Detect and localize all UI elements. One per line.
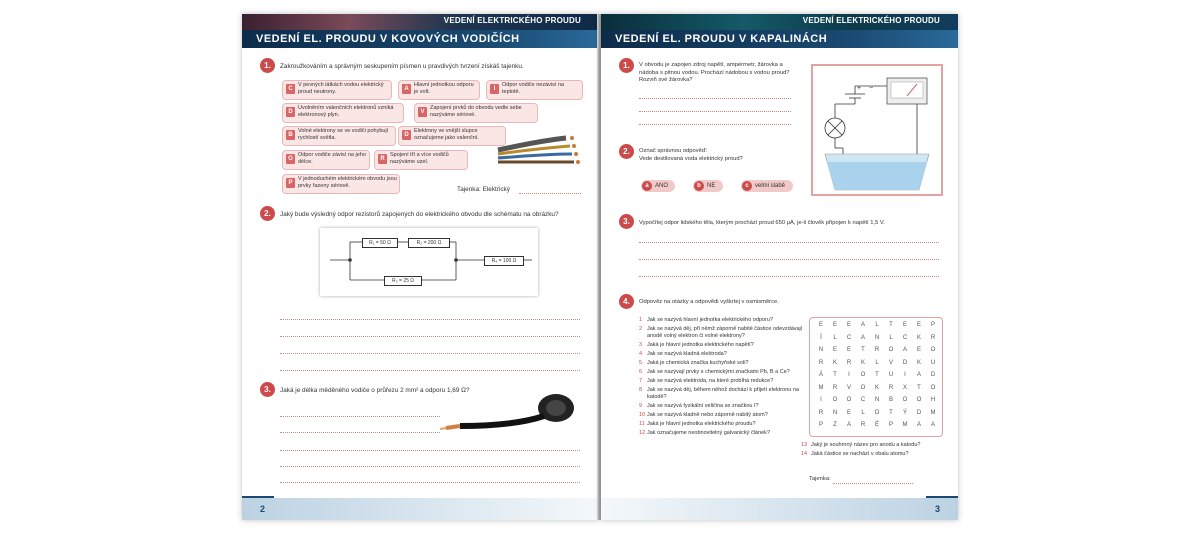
footer-accent (242, 496, 274, 498)
word-search-letter[interactable]: X (902, 384, 907, 391)
word-search-letter[interactable]: R (888, 384, 894, 391)
item-text: Jaká je hlavní jednotka elektrického proudu? (647, 421, 756, 427)
word-search-letter[interactable]: O (846, 397, 852, 403)
word-search-letter[interactable]: R (930, 334, 936, 341)
svg-text:+: + (857, 85, 862, 92)
word-search-letter[interactable]: R (818, 359, 824, 366)
word-search-letter[interactable]: A (860, 334, 865, 341)
question-text: Jaká je délka měděného vodiče o průřezu 2 mm² a odporu 1,69 Ω? (280, 387, 470, 394)
word-search-letter[interactable]: E (916, 347, 921, 353)
statement-card[interactable] (486, 80, 583, 100)
question-text: Označ správnou odpověď: (639, 148, 708, 154)
item-number: 6 (639, 369, 643, 375)
word-search-letter[interactable]: O (832, 397, 838, 403)
item-number: 3 (639, 342, 643, 348)
item-text: Jaká je chemická značka kuchyňské soli? (647, 360, 749, 366)
running-head: VEDENÍ ELEKTRICKÉHO PROUDU (443, 16, 581, 25)
word-search-letter[interactable]: E (902, 322, 907, 328)
item-text: Jaký je souhrnný název pro anodu a katodu? (811, 442, 921, 448)
word-search-letter[interactable]: R (818, 409, 824, 416)
word-search-letter[interactable]: L (889, 334, 893, 341)
answer-line[interactable] (280, 353, 580, 354)
word-search-letter[interactable]: L (861, 409, 865, 416)
word-search-letter[interactable]: L (875, 322, 879, 328)
item-number: 8 (639, 387, 643, 393)
card-letter: B (286, 130, 295, 140)
card-letter: P (286, 178, 295, 188)
card-text: Odpor vodiče závisí na jeho délce. (298, 152, 366, 165)
word-search-letter[interactable]: D (930, 372, 936, 378)
item-text: Jak se nazývá děj, při němž záporně nabité částice odevzdávají anodě volný elektron či volné elektrony? (647, 326, 803, 339)
answer-line[interactable] (639, 124, 791, 125)
card-letter: O (286, 154, 295, 164)
word-search-letter[interactable]: E (832, 347, 837, 353)
statement-card[interactable] (282, 174, 400, 194)
card-letter: D (286, 107, 295, 117)
word-search-letter[interactable]: I (904, 372, 906, 378)
left-page (242, 14, 599, 520)
word-search-letter[interactable]: N (818, 347, 824, 353)
answer-line[interactable] (280, 370, 580, 371)
statement-card[interactable] (282, 80, 392, 100)
word-search-letter[interactable]: D (902, 359, 908, 366)
word-search-letter[interactable]: D (916, 409, 922, 416)
water-circuit-figure (811, 64, 943, 196)
word-search-letter[interactable]: A (930, 422, 935, 428)
word-search-letter[interactable]: O (902, 397, 908, 403)
word-search-letter[interactable]: T (875, 372, 879, 378)
question-number: 1. (260, 58, 275, 73)
word-search-letter[interactable]: L (875, 359, 879, 366)
item-text: Jak se nazývá fyzikální veličina se značkou I? (647, 403, 759, 409)
word-search-letter[interactable]: T (889, 409, 893, 416)
word-search-letter[interactable]: N (832, 409, 838, 416)
item-text: Jaká částice se nachází v obalu atomu? (811, 451, 909, 457)
card-letter: C (286, 84, 295, 94)
resistor-r4: R₄ = 100 Ω (484, 256, 524, 266)
statement-card[interactable] (282, 150, 370, 170)
item-number: 9 (639, 403, 643, 409)
question-number: 3. (260, 382, 275, 397)
water-circuit-drawing (813, 66, 941, 194)
circuit-diagram (320, 228, 538, 296)
word-search-letter[interactable]: T (917, 384, 921, 391)
item-text: Jak se nazývají prvky s chemickými značkami Pb, B a Ce? (647, 369, 790, 375)
option-label: velmi slabě (755, 183, 786, 189)
list-item (639, 351, 803, 358)
statement-card[interactable] (398, 126, 506, 146)
option-label: NE (707, 183, 716, 189)
answer-line[interactable] (639, 98, 791, 99)
list-item (801, 442, 951, 449)
question-text: V obvodu je zapojen zdroj napětí, ampérmetr, žárovka a nádoba s pitnou vodou. Prochází nádobou s vodou proud? Rozviň své žárovka? (639, 62, 790, 83)
answer-line[interactable] (280, 319, 580, 320)
card-letter: D (402, 130, 411, 140)
card-letter: R (378, 154, 387, 164)
list-item (639, 403, 803, 410)
word-search-letter[interactable]: A (902, 347, 907, 353)
answer-line[interactable] (280, 482, 580, 483)
word-search-letter[interactable]: T (833, 372, 837, 378)
word-search-letter[interactable]: C (846, 334, 852, 341)
page-number: 3 (934, 504, 940, 514)
copper-wire-illustration (440, 390, 580, 440)
item-number: 11 (639, 421, 645, 427)
item-text: Jak se nazývá děj, během něhož dochází k přijetí elektronu na katodě? (647, 387, 799, 400)
word-search-letter[interactable]: U (888, 372, 894, 378)
right-page (601, 14, 958, 520)
item-text: Jak se nazývá kladně nebo záporně nabitý atom? (647, 412, 768, 418)
answer-line[interactable] (280, 466, 580, 467)
word-search-letter[interactable]: K (916, 359, 921, 366)
statement-card[interactable] (414, 103, 538, 123)
answer-line[interactable] (519, 193, 581, 194)
question-text: Odpověz na otázky a odpovědi vyškrtej v osmisměrce. (639, 299, 779, 305)
card-letter: A (402, 84, 411, 94)
word-search-letter[interactable]: I (820, 397, 822, 403)
word-search-letter[interactable]: K (874, 384, 879, 391)
question-number: 1. (619, 58, 634, 73)
item-text: Jak se nazývá kladná elektroda? (647, 351, 727, 357)
word-search-letter[interactable]: É (874, 422, 879, 428)
list-item (639, 369, 803, 376)
word-search-letter[interactable]: I (848, 372, 850, 378)
word-search-letter[interactable]: L (833, 334, 837, 341)
list-item (639, 317, 803, 324)
answer-label: Tajenka: (809, 476, 831, 482)
option-label: ANO (655, 183, 669, 189)
answer-line[interactable] (280, 416, 440, 417)
word-search-letter[interactable]: E (916, 322, 921, 328)
list-item (639, 326, 803, 340)
word-search-letter[interactable]: C (902, 334, 908, 341)
item-number: 14 (801, 451, 808, 457)
item-number: 2 (639, 326, 643, 332)
word-search-letter[interactable]: K (860, 359, 865, 366)
item-number: 12 (639, 430, 646, 436)
answer-line[interactable] (639, 111, 791, 112)
chapter-title-bar (601, 30, 958, 48)
question-number: 4. (619, 294, 634, 309)
word-search-letter[interactable]: R (832, 384, 838, 391)
word-search-letter[interactable]: K (832, 359, 837, 366)
word-search-letter[interactable]: M (930, 409, 936, 416)
word-search-letter[interactable]: A (916, 422, 921, 428)
word-search-letter[interactable]: O (930, 384, 936, 391)
option-c[interactable] (741, 180, 793, 192)
item-number: 10 (639, 412, 646, 418)
item-text: Jak označujeme neobnovitelný galvanický článek? (647, 430, 770, 436)
item-number: 13 (801, 442, 808, 448)
statement-card[interactable] (282, 103, 404, 123)
chapter-title-bar (242, 30, 599, 48)
word-search-letter[interactable]: O (874, 409, 880, 416)
answer-label: Tajenka: Elektrický (457, 186, 510, 193)
option-a[interactable] (641, 180, 675, 192)
cable-illustration (496, 130, 586, 170)
answer-line[interactable] (833, 483, 913, 484)
list-item (639, 412, 803, 419)
list-item (639, 360, 803, 367)
word-search-letter[interactable]: M (902, 422, 908, 428)
card-letter: V (418, 107, 427, 117)
footer-bar (242, 498, 599, 520)
word-search-grid (809, 317, 943, 437)
word-search-letter[interactable]: B (888, 397, 893, 403)
option-letter: b (694, 181, 704, 191)
card-text: Volné elektrony se ve vodiči pohybují rychlostí světla. (298, 128, 389, 141)
word-search-letter[interactable]: V (888, 359, 893, 366)
option-letter: c (742, 181, 752, 191)
resistor-r1: R₁ = 50 Ω (362, 238, 398, 248)
list-item (639, 342, 803, 349)
item-text: Jak se nazývá elektroda, na které probíhá redukce? (647, 378, 774, 384)
statement-card[interactable] (398, 80, 480, 100)
footer-bar (601, 498, 958, 520)
word-search-letter[interactable]: E (846, 322, 851, 328)
word-search-letter[interactable]: O (916, 397, 922, 403)
chapter-title: VEDENÍ EL. PROUDU V KOVOVÝCH VODIČÍCH (256, 33, 520, 45)
svg-text:−: − (869, 85, 874, 92)
extra-question-list (801, 442, 951, 460)
answer-line[interactable] (280, 336, 580, 337)
question-number: 3. (619, 214, 634, 229)
resistor-r3: R₃ = 25 Ω (384, 276, 422, 286)
word-search-letter[interactable]: Á (818, 372, 823, 378)
word-search-letter[interactable]: O (860, 372, 866, 378)
answer-line[interactable] (280, 432, 440, 433)
question-list (639, 317, 803, 439)
list-item (639, 421, 803, 428)
statement-card[interactable] (282, 126, 396, 146)
word-search-letter[interactable]: V (846, 384, 851, 391)
word-search-letter[interactable]: E (818, 322, 823, 328)
item-text: Jak se nazývá hlavní jednotka elektrického odporu? (647, 317, 773, 323)
page-number: 2 (260, 504, 266, 514)
list-item (639, 430, 803, 437)
card-text: Spojení tří a více vodičů nazýváme uzel. (390, 152, 449, 165)
word-search-letter[interactable]: P (888, 422, 893, 428)
statement-card[interactable] (374, 150, 468, 170)
item-number: 4 (639, 351, 643, 357)
word-search-letter[interactable]: T (861, 347, 865, 353)
word-search-letter[interactable]: O (888, 347, 894, 353)
question-text: Vypočítej odpor lidského těla, kterým prochází proud 650 μA, je-li člověk připojen k napětí 1,5 V. (639, 220, 885, 226)
word-search-letter[interactable]: R (846, 359, 852, 366)
word-search-letter[interactable]: A (846, 422, 851, 428)
word-search-letter[interactable]: O (930, 347, 936, 353)
word-search-letter[interactable]: U (930, 359, 936, 366)
option-letter: a (642, 181, 652, 191)
word-search-letter[interactable]: E (832, 322, 837, 328)
card-text: V jednoduchém elektrickém obvodu jsou prvky řazeny sériově. (298, 176, 397, 189)
answer-line[interactable] (639, 276, 939, 277)
card-text: Odpor vodiče nezávisí na teplotě. (502, 82, 565, 95)
chapter-title: VEDENÍ EL. PROUDU V KAPALINÁCH (615, 33, 828, 45)
word-search-letter[interactable]: Z (833, 422, 837, 428)
question-text: Zakroužkováním a správným seskupením písmen u pravdivých tvrzení získáš tajenku. (280, 63, 524, 70)
running-head: VEDENÍ ELEKTRICKÉHO PROUDU (802, 16, 940, 25)
card-text: Hlavní jednotkou odporu je volt. (414, 82, 474, 95)
item-number: 1 (639, 317, 643, 323)
card-letter: I (490, 84, 499, 94)
question-text: Vede destilovaná voda elektrický proud? (639, 156, 743, 162)
card-text: Uvolněním valenčních elektronů vzniká elektronový plyn. (298, 105, 394, 118)
item-text: Jaká je hlavní jednotka elektrického napětí? (647, 342, 754, 348)
question-text: Jaký bude výsledný odpor rezistorů zapojených do elektrického obvodu dle schématu na obrázku? (280, 211, 559, 218)
list-item (639, 387, 803, 401)
word-search-letter[interactable]: K (916, 334, 921, 341)
card-text: Elektrony ve vnější slupce označujeme jako valenční. (414, 128, 479, 141)
card-text: Zapojení prvků do obvodu vedle sebe nazýváme sériové. (430, 105, 522, 118)
word-search-letter[interactable]: P (930, 322, 935, 328)
word-search-letter[interactable]: A (860, 322, 865, 328)
word-search-letter[interactable]: M (818, 384, 824, 391)
word-search-letter[interactable]: Ý (902, 409, 907, 416)
answer-line[interactable] (639, 259, 939, 260)
word-search-letter[interactable]: E (846, 409, 851, 416)
word-search-letter[interactable]: C (860, 397, 866, 403)
word-search-letter[interactable]: P (818, 422, 823, 428)
answer-line[interactable] (639, 242, 939, 243)
word-search-letter[interactable]: O (860, 384, 866, 391)
question-number: 2. (619, 144, 634, 159)
word-search-letter[interactable]: A (916, 372, 921, 378)
item-number: 5 (639, 360, 643, 366)
footer-accent (926, 496, 958, 498)
resistor-r2: R₂ = 200 Ω (408, 238, 450, 248)
list-item (801, 451, 951, 458)
word-search-letter[interactable]: Í (820, 334, 822, 341)
word-search-letter[interactable]: T (889, 322, 893, 328)
answer-line[interactable] (280, 450, 580, 451)
item-number: 7 (639, 378, 643, 384)
list-item (639, 378, 803, 385)
word-search-letter[interactable]: E (846, 347, 851, 353)
word-search-letter[interactable]: R (874, 347, 880, 353)
option-b[interactable] (693, 180, 723, 192)
word-search-letter[interactable]: N (874, 397, 880, 403)
question-number: 2. (260, 206, 275, 221)
word-search-letter[interactable]: N (874, 334, 880, 341)
card-text: V pevných látkách vodou elektrický proud neutrony. (298, 82, 384, 95)
word-search-letter[interactable]: H (930, 397, 936, 403)
word-search-letter[interactable]: R (860, 422, 866, 428)
